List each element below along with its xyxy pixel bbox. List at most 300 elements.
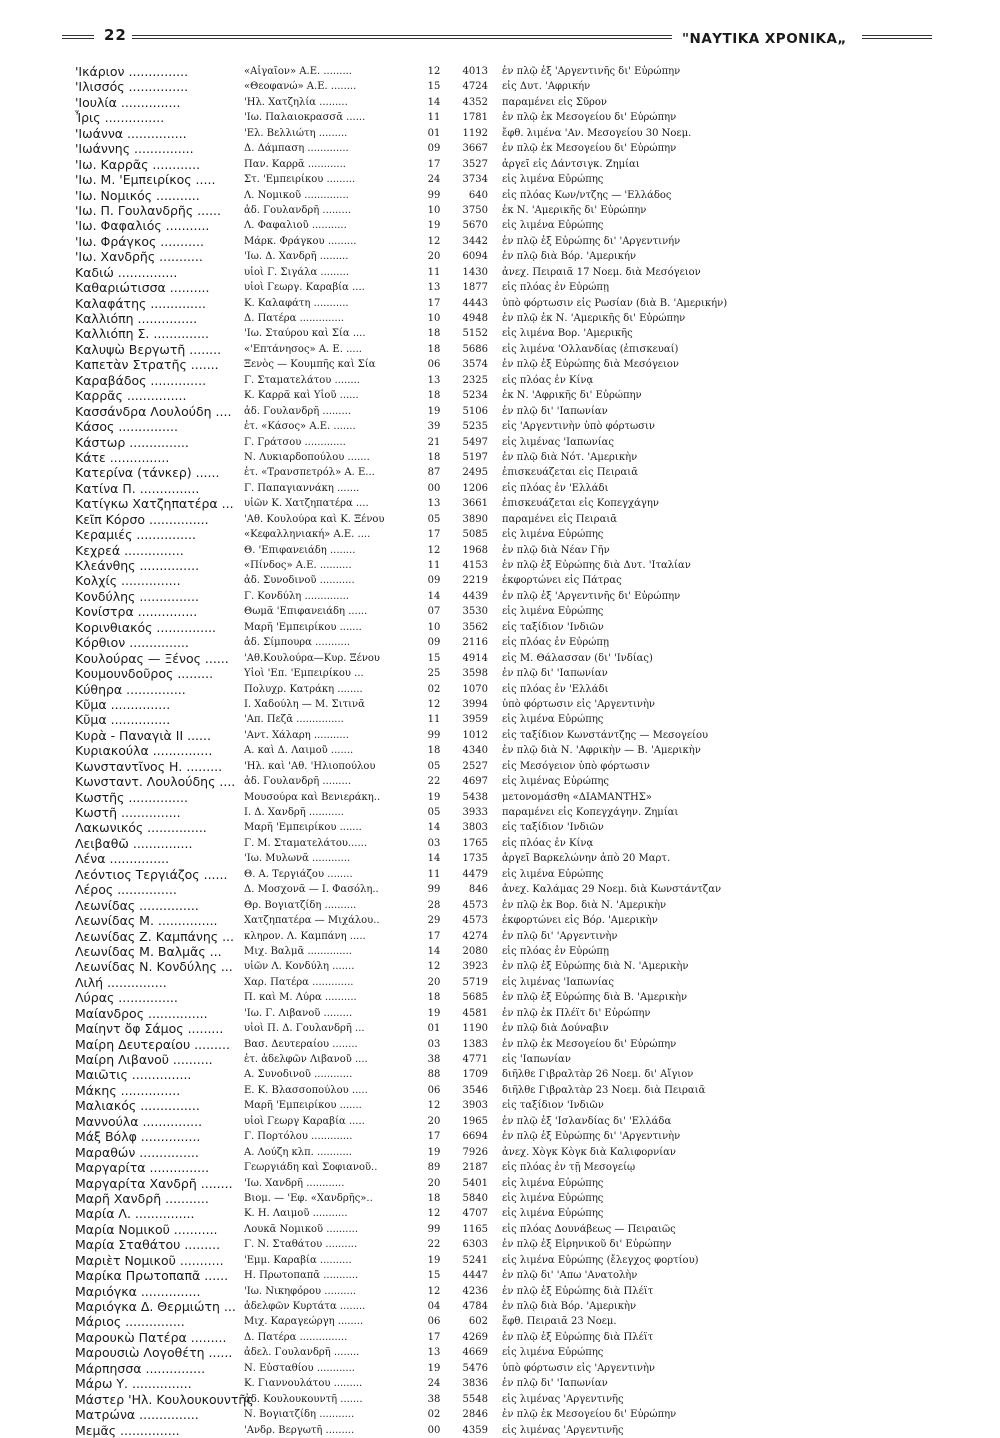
ship-name: Κωστῆ ............... [75,805,181,820]
build-year: 13 [427,374,441,386]
ship-owner: ἑτ. ἀδελφῶν Λιβανοῦ .... [244,1054,368,1065]
ship-name: Κάσος ............... [75,419,178,435]
tonnage: 5685 [462,992,488,1004]
build-year: 18 [427,1192,441,1204]
list-item [0,1314,1000,1329]
ship-owner: Γ. Πορτόλου ............. [244,1131,353,1143]
ship-owner: Μιχ. Καραγεώργη ........ [244,1316,364,1328]
ship-status: ἐν πλῷ διὰ Ν. 'Αφρικὴν — Β. 'Αμερικὴν [502,745,701,757]
list-item [0,1423,1000,1438]
ship-name: 'Ιω. Π. Γουλανδρῆς ...... [75,202,222,218]
ship-name: Μάκης ............... [75,1082,181,1098]
build-year: 88 [427,1069,441,1081]
ship-name: Κεῖπ Κόρσο ............... [75,511,209,527]
ship-status: εἰς ταξίδιον Κωνστάντζης — Μεσογείου [502,729,709,741]
ship-name: Κατίγκω Χατζηπατέρα ... [75,496,234,512]
ship-owner: ἀδ. Γουλανδρῆ ......... [244,204,352,216]
ship-status: ἐν πλῷ διὰ Νότ. 'Αμερικὴν [502,451,638,463]
ship-status: ἔφθ. Πειραιᾶ 23 Νοεμ. [502,1316,617,1328]
ship-status: εἰς πλόας Κων/ντζης — 'Ελλάδος [502,189,672,201]
ship-owner: Κ. Γιαννουλάτου ......... [244,1378,363,1390]
list-item [0,759,1000,774]
tonnage: 4153 [462,560,488,571]
build-year: 06 [427,1316,441,1328]
tonnage: 3734 [462,174,488,186]
build-year: 09 [427,143,441,155]
build-year: 02 [427,1409,441,1421]
list-item [0,172,1000,187]
build-year: 15 [427,1270,441,1282]
ship-status: ἐν πλῷ ἐξ Εὐρώπης διὰ Ν. 'Αμερικὴν [502,961,689,973]
ship-status: εἰς Δυτ. 'Αφρικήν [502,81,591,93]
build-year: 12 [427,66,441,77]
ship-name: Καδιώ ............... [75,264,178,280]
list-item [0,481,1000,496]
ship-owner: Δ. Δάμπαση ............. [244,143,349,155]
ship-name: Μαλιακός ............... [75,1098,200,1114]
ship-owner: Ε. Κ. Βλασσοπούλου ..... [244,1084,368,1096]
ship-status: εἰς πλόας ἐν Κίνᾳ [502,374,594,386]
list-item [0,1345,1000,1360]
build-year: 13 [427,498,441,510]
ship-status: ἐκ Ν. 'Αμερικῆς δι' Εὐρώπην [502,204,647,216]
build-year: 17 [427,297,441,309]
ship-owner: Α. Συνοδινοῦ ............ [244,1069,353,1081]
list-item [0,126,1000,141]
header-rule-left [62,35,94,39]
ship-status: εἰς πλόας ἐν 'Ελλάδι [502,683,609,695]
ship-status: εἰς λιμένα Εὐρώπης [502,1208,604,1220]
tonnage: 1709 [462,1069,488,1081]
ship-status: ἐν πλῷ ἐξ Εὐρώπης δι' 'Αργεντινήν [502,235,681,247]
build-year: 29 [427,915,441,927]
ship-owner: Α. Λούζη κλπ. ........... [244,1146,352,1158]
build-year: 01 [427,127,441,139]
tonnage: 4013 [462,66,488,77]
tonnage: 3994 [462,698,488,710]
ship-status: ὑπὸ φόρτωσιν εἰς 'Αργεντινὴν [502,1362,656,1374]
list-item [0,296,1000,311]
ship-status: ἐν πλῷ ἐξ Εἰρηνικοῦ δι' Εὐρώπην [502,1239,672,1251]
ship-name: Λεωνίδας Μ. Βαλμᾶς ... [75,943,222,959]
ship-owner: Μουσούρα καὶ Βενιεράκη.. [244,791,381,803]
list-item [0,712,1000,727]
ship-name: Κωνσταντῖνος Η. ......... [75,758,223,774]
list-item [0,651,1000,666]
tonnage: 4352 [462,96,488,108]
tonnage: 5106 [462,405,488,417]
build-year: 10 [427,204,441,216]
list-item [0,249,1000,264]
build-year: 11 [427,560,441,571]
tonnage: 1070 [462,683,488,695]
build-year: 06 [427,1084,441,1096]
ship-name: Λεωνίδας Ζ. Καμπάνης ... [75,928,234,944]
ship-owner: Δ. Μοσχονᾶ — Ι. Φασόλη.. [244,884,379,896]
ship-status: ἐν πλῷ ἐξ Εὐρώπης διὰ Πλέϊτ [502,1285,654,1297]
ship-status: εἰς πλόας ἐν Κίνᾳ [502,837,594,849]
build-year: 13 [427,1347,441,1359]
ship-status: εἰς λιμένα 'Ολλανδίας (ἐπισκευαί) [502,343,679,355]
ship-name: Λέρος ............... [75,882,177,898]
ship-status: μετονομάσθη «ΔΙΑΜΑΝΤΗΣ» [502,791,652,803]
list-item [0,1098,1000,1113]
list-item [0,898,1000,913]
ship-owner: Πολυχρ. Κατράκη ........ [244,683,363,695]
ship-name: Μαργαρίτα ............... [75,1160,210,1176]
build-year: 38 [427,1393,441,1405]
ship-status: εἰς λιμένα Εὐρώπης [502,868,604,880]
build-year: 20 [427,1115,441,1127]
ship-status: εἰς λιμένα Εὐρώπης [502,174,604,186]
ship-owner: 'Ηλ. Χατζηλία ......... [244,96,348,108]
ship-owner: Ξενὸς — Κουμπῆς καὶ Σία [244,359,376,371]
ship-status: ἐν πλῷ ἐκ Μεσογείου δι' Εὐρώπην [502,143,677,155]
ship-owner: Παν. Καρρᾶ ............ [244,158,346,170]
build-year: 20 [427,1177,441,1189]
ship-status: ἐν πλῷ ἐξ Εὐρώπης δι' 'Αργεντινὴν [502,1131,681,1143]
list-item [0,959,1000,974]
ship-owner: Κ. Η. Λαιμοῦ ........... [244,1208,348,1220]
ship-owner: Ν. Βογιατζίδη ........... [244,1409,355,1421]
list-item [0,573,1000,588]
ship-owner: Υἱοὶ 'Επ. 'Εμπειρίκου ... [244,668,364,680]
ship-status: παραμένει εἰς Πειραιᾶ [502,513,618,525]
ship-status: ἐκφορτώνει εἰς Πάτρας [502,575,622,587]
ship-status: ὑπὸ φόρτωσιν εἰς 'Αργεντινὴν [502,698,656,710]
ship-name: Κῦμα ............... [75,712,171,728]
ship-name: Μαίρη Λιβανοῦ .......... [75,1052,213,1067]
ship-owner: 'Ιω. Σταύρου καὶ Σία .... [244,328,366,340]
tonnage: 4771 [462,1054,488,1065]
tonnage: 4340 [462,745,488,757]
list-item [0,388,1000,403]
list-item [0,1376,1000,1391]
tonnage: 1165 [462,1223,488,1235]
ship-name: Κολχίς ............... [75,573,181,589]
ship-owner: «'Επτάνησος» Α. Ε. ..... [244,343,362,355]
list-item [0,867,1000,882]
ship-owner: ἀδ. Γουλανδρῆ ......... [244,776,352,788]
list-item [0,851,1000,866]
tonnage: 1383 [462,1038,488,1050]
tonnage: 5234 [462,390,488,402]
build-year: 18 [427,992,441,1004]
ship-owner: υἱοὶ Γ. Σιγάλα ......... [244,266,350,278]
page-header [62,26,932,50]
ship-name: Μαρία Σταθάτου ......... [75,1237,221,1253]
ship-owner: 'Ιω. Νικηφόρου .......... [244,1285,357,1297]
ship-status: ἐν πλῷ ἐξ Εὐρώπης διὰ Δυτ. 'Ιταλίαν [502,560,691,571]
build-year: 12 [427,1100,441,1112]
ship-owner: ἀδ. Κουλουκουντῆ ....... [244,1393,363,1405]
build-year: 12 [427,698,441,710]
ship-owner: Χαρ. Πατέρα ............. [244,976,354,988]
list-item [0,435,1000,450]
ship-owner: Δ. Πατέρα .............. [244,313,345,324]
ship-status: ἀργεῖ εἰς Δάντσιγκ. Ζημίαι [502,158,640,170]
ship-status: διῆλθε Γιβραλτὰρ 23 Νοεμ. διὰ Πειραιᾶ [502,1084,706,1096]
ship-owner: Γ. Μ. Σταματελάτου...... [244,837,368,849]
ship-name: Μεμᾶς ............... [75,1422,180,1438]
tonnage: 1765 [462,837,488,849]
ship-name: 'Ιω. Χανδρῆς ........... [75,249,203,265]
build-year: 05 [427,513,441,525]
ship-name: Μαρουκὼ Πατέρα ......... [75,1329,227,1345]
ship-status: ἐκ Ν. 'Αφρικῆς δι' Εὐρώπην [502,390,642,402]
list-item [0,743,1000,758]
ship-name: Κλεάνθης ............... [75,558,200,573]
ship-name: Κατερίνα (τάνκερ) ...... [75,465,220,481]
list-item [0,1052,1000,1067]
ship-owner: 'Ιω. Παλαιοκρασσᾶ ...... [244,112,366,124]
ship-name: Μαρία Νομικοῦ ........... [75,1221,218,1237]
ship-owner: 'Απ. Πεζᾶ ............... [244,714,344,726]
list-item [0,1361,1000,1376]
ship-name: 'Ιω. Φαφαλιός ........... [75,218,210,234]
ship-owner: «Αἰγαῖον» Α.Ε. ......... [244,66,352,77]
ship-status: εἰς Μεσόγειον ὑπὸ φόρτωσιν [502,760,650,772]
ship-name: Κουμουνδοῦρος ......... [75,666,214,682]
list-item [0,1083,1000,1098]
list-item [0,110,1000,125]
ship-name: Μαργαρίτα Χανδρῆ ........ [75,1175,233,1191]
ship-name: Μάξ Βόλφ ............... [75,1129,201,1145]
ship-status: ἐν πλῷ ἐξ Εὐρώπης διὰ Πλέϊτ [502,1331,654,1343]
ship-owner: «Πίνδος» Α.Ε. .......... [244,560,352,571]
tonnage: 5548 [462,1393,488,1405]
list-item [0,404,1000,419]
ship-status: εἰς λιμένα Βορ. 'Αμερικῆς [502,328,633,340]
tonnage: 2527 [462,760,488,772]
ship-owner: Ι. Χαδούλη — Μ. Σιτινᾶ [244,698,365,710]
list-item [0,419,1000,434]
ship-owner: Χατζηπατέρα — Μιχάλου.. [244,915,380,927]
ship-name: Κασσάνδρα Λουλούδη .... [75,403,232,419]
ship-owner: 'Ιω. Χανδρῆ ............ [244,1177,345,1189]
list-item [0,1268,1000,1283]
ship-name: Κονδύλης ............... [75,588,199,604]
ship-status: παραμένει εἰς Κοπεγχάγην. Ζημίαι [502,807,679,818]
ship-owner: Γ. Σταματελάτου ........ [244,374,360,386]
list-item [0,1191,1000,1206]
ship-status: ἐν πλῷ ἐκ Μεσογείου δι' Εὐρώπην [502,1409,677,1421]
ship-owner: Μαρῆ 'Εμπειρίκου ....... [244,822,362,834]
build-year: 17 [427,930,441,942]
list-item [0,280,1000,295]
ship-status: εἰς λιμένας 'Ιαπωνίας [502,436,614,448]
tonnage: 4573 [462,915,488,927]
list-item [0,234,1000,249]
build-year: 99 [427,1223,441,1235]
build-year: 18 [427,451,441,463]
ship-status: εἰς λιμένα Εὐρώπης [502,220,604,232]
ship-name: Λειβαθῶ ............... [75,835,193,851]
header-rule-middle [132,35,672,39]
tonnage: 5670 [462,220,488,232]
tonnage: 3661 [462,498,488,510]
ship-owner: Μάρκ. Φράγκου ......... [244,235,357,247]
build-year: 18 [427,328,441,340]
ship-name: Κωστῆς ............... [75,789,188,805]
ship-status: εἰς λιμένα Εὐρώπης [502,529,604,541]
tonnage: 1968 [462,544,488,556]
build-year: 19 [427,1254,441,1266]
ship-name: Κάτε ............... [75,449,170,465]
ship-owner: Η. Πρωτοπαπᾶ ........... [244,1270,359,1282]
list-item [0,1021,1000,1036]
tonnage: 3527 [462,158,488,170]
build-year: 99 [427,729,441,741]
list-item [0,1330,1000,1345]
tonnage: 2325 [462,374,488,386]
build-year: 22 [427,776,441,788]
ship-name: Μαρῆ Χανδρῆ ........... [75,1190,209,1206]
ship-owner: Θωμᾶ 'Επιφανειάδη ...... [244,606,368,618]
ship-owner: 'Αθ. Κουλούρα καὶ Κ. Ξένου [244,513,385,525]
build-year: 18 [427,745,441,757]
journal-title: "ΝΑΥΤΙΚΑ ΧΡΟΝΙΚΑ„ [682,31,847,47]
list-item [0,635,1000,650]
build-year: 19 [427,1146,441,1158]
ship-owner: Γεωργιάδη καὶ Σοφιανοῦ.. [244,1162,378,1174]
ship-status: ἐπισκευάζεται εἰς Πειραιᾶ [502,467,638,479]
build-year: 89 [427,1162,441,1174]
list-item [0,774,1000,789]
build-year: 38 [427,1054,441,1065]
build-year: 24 [427,1378,441,1390]
ship-status: ἐν πλῷ διὰ Δούναβιν [502,1023,609,1035]
ship-name: Μαραθών ............... [75,1144,199,1160]
list-item [0,1237,1000,1252]
ship-name: Λένα ............... [75,851,170,867]
ship-list [0,64,1000,1438]
build-year: 24 [427,174,441,186]
ship-status: ἐν πλῷ διὰ Βόρ. 'Αμερικὴν [502,1301,637,1312]
ship-status: ἐν πλῷ ἐκ Μεσογείου δι' Εὐρώπην [502,1038,677,1050]
tonnage: 4269 [462,1331,488,1343]
list-item [0,450,1000,465]
ship-status: εἰς λιμένα Εὐρώπης [502,714,604,726]
list-item [0,682,1000,697]
ship-owner: 'Αθ.Κουλούρα—Κυρ. Ξένου [244,652,380,664]
tonnage: 3903 [462,1100,488,1112]
build-year: 15 [427,652,441,664]
build-year: 20 [427,251,441,263]
tonnage: 5085 [462,529,488,541]
ship-name: Λύρας ............... [75,990,178,1006]
tonnage: 3890 [462,513,488,525]
ship-name: Κῦμα ............... [75,696,171,712]
ship-owner: ἀδ. Συνοδινοῦ ........... [244,575,355,587]
list-item [0,79,1000,94]
tonnage: 3598 [462,668,488,680]
build-year: 17 [427,1131,441,1143]
ship-status: εἰς πλόας ἐν Εὐρώπῃ [502,282,609,294]
tonnage: 4573 [462,899,488,911]
ship-status: εἰς λιμένα Εὐρώπης [502,1192,604,1204]
build-year: 03 [427,1038,441,1050]
build-year: 99 [427,189,441,201]
ship-name: Μαίρη Δευτεραίου ......... [75,1036,230,1052]
ship-owner: 'Εμμ. Καραβία .......... [244,1254,352,1266]
ship-status: ἀνεχ. Χὸγκ Κὸγκ διὰ Καλιφορνίαν [502,1146,676,1158]
build-year: 14 [427,853,441,865]
ship-status: ὑπὸ φόρτωσιν εἰς Ρωσίαν (διὰ Β. 'Αμερικήν) [502,297,728,309]
tonnage: 1735 [462,853,488,865]
ship-owner: Λουκᾶ Νομικοῦ .......... [244,1223,359,1235]
tonnage: 3923 [462,961,488,973]
build-year: 11 [427,868,441,880]
tonnage: 3750 [462,204,488,216]
ship-status: ἐν πλῷ δι' 'Ιαπωνίαν [502,668,608,680]
ship-status: ἐν πλῷ δι' 'Ιαπωνίαν [502,405,608,417]
ship-owner: ἀδελ. Γουλανδρῆ ........ [244,1347,360,1359]
build-year: 13 [427,282,441,294]
tonnage: 2187 [462,1162,488,1174]
list-item [0,527,1000,542]
ship-name: Κύθηρα ............... [75,681,186,697]
list-item [0,790,1000,805]
ship-owner: 'Ιω. Δ. Χανδρῆ ......... [244,251,349,263]
list-item [0,990,1000,1005]
tonnage: 5197 [462,451,488,463]
tonnage: 4948 [462,313,488,324]
tonnage: 4439 [462,590,488,602]
list-item [0,1407,1000,1422]
tonnage: 7926 [462,1146,488,1158]
tonnage: 3959 [462,714,488,726]
ship-owner: Γ. Ν. Σταθάτου .......... [244,1239,358,1251]
ship-status: παραμένει εἰς Σῦρον [502,96,608,108]
tonnage: 5686 [462,343,488,355]
ship-name: Μαριόγκα Δ. Θερμιώτη ... [75,1299,236,1314]
ship-status: εἰς πλόας ἐν 'Ελλάδι [502,482,609,494]
build-year: 12 [427,1208,441,1220]
list-item [0,882,1000,897]
ship-owner: 'Ηλ. καὶ 'Αθ. 'Ηλιοπούλου [244,760,376,772]
build-year: 99 [427,884,441,896]
tonnage: 1012 [462,729,488,741]
build-year: 22 [427,1239,441,1251]
ship-owner: Γ. Κονδύλη .............. [244,590,349,602]
ship-name: Καρρᾶς ............... [75,388,187,404]
ship-status: εἰς λιμένας Εὐρώπης [502,776,610,788]
tonnage: 4669 [462,1347,488,1359]
ship-name: Μάρω Υ. ............... [75,1376,192,1392]
ship-name: Ματρώνα ............... [75,1407,199,1423]
list-item [0,620,1000,635]
ship-status: εἰς λιμένας 'Αργεντινῆς [502,1424,624,1436]
build-year: 19 [427,405,441,417]
tonnage: 5497 [462,436,488,448]
list-item [0,697,1000,712]
ship-name: Κυρὰ - Παναγιὰ ΙΙ ...... [75,727,211,743]
ship-status: εἰς λιμένας 'Ιαπωνίας [502,976,614,988]
ship-status: ἐν πλῷ ἐξ 'Ισλανδίας δι' 'Ελλάδα [502,1115,672,1127]
list-item [0,373,1000,388]
ship-status: ἐν πλῷ δι' 'Απω 'Ανατολὴν [502,1270,638,1282]
build-year: 21 [427,436,441,448]
build-year: 14 [427,822,441,834]
ship-name: Κάστωρ ............... [75,434,189,450]
ship-name: Κεραμιές ............... [75,527,196,543]
ship-name: Μάριος ............... [75,1314,185,1330]
build-year: 00 [427,1424,441,1436]
ship-status: εἰς λιμένα Εὐρώπης [502,1347,604,1359]
list-item [0,342,1000,357]
build-year: 17 [427,158,441,170]
